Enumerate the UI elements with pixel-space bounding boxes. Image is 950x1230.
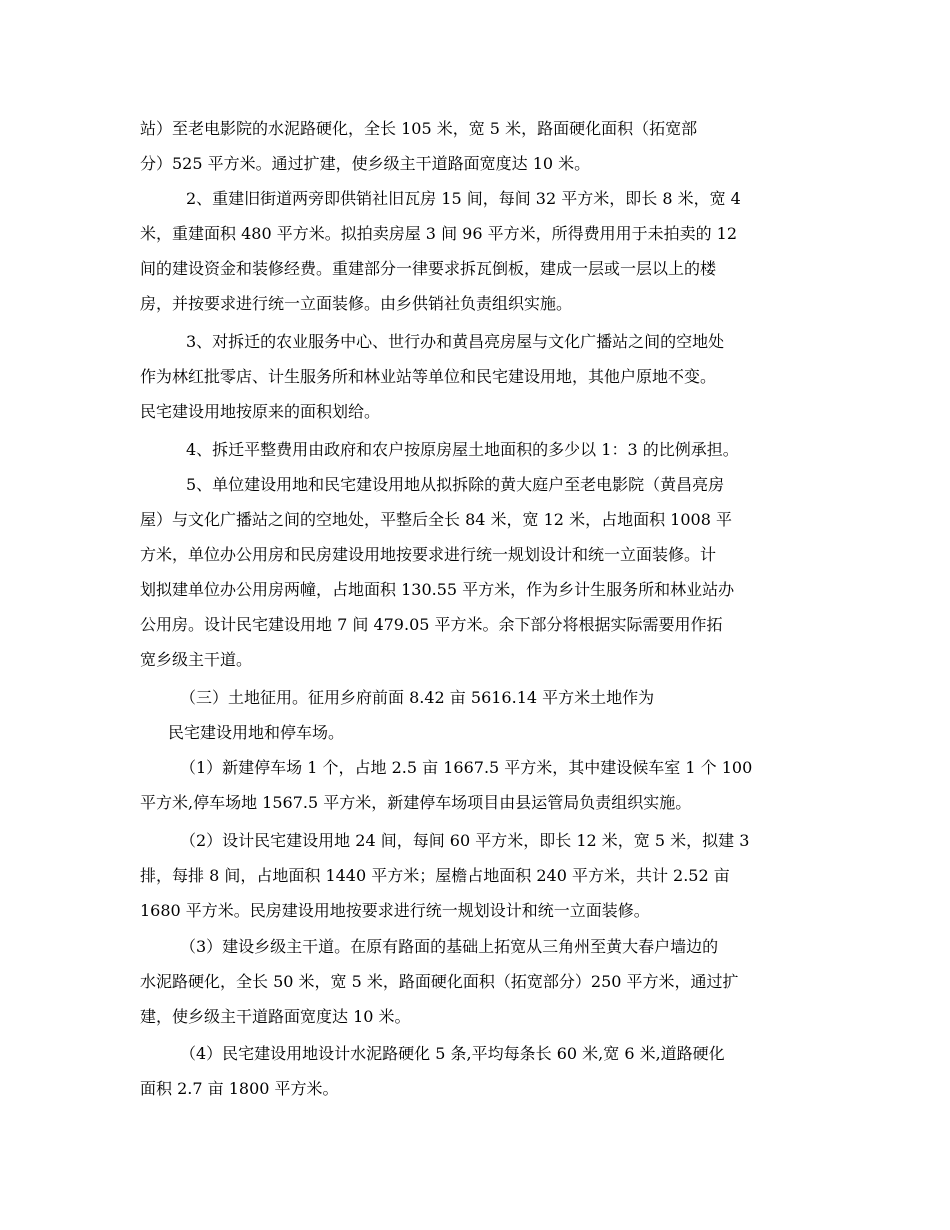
text-line: 面积 2.7 亩 1800 平方米。 [140, 1079, 339, 1098]
text-line: 屋）与文化广播站之间的空地处，平整后全长 84 米，宽 12 米，占地面积 1008 平 [140, 510, 732, 529]
text-line: （2）设计民宅建设用地 24 间，每间 60 平方米，即长 12 米，宽 5 米，拟建 3 [180, 831, 750, 850]
text-line: （1）新建停车场 1 个，占地 2.5 亩 1667.5 平方米，其中建设候车室 1 个 100 [180, 758, 753, 777]
text-line: 宽乡级主干道。 [140, 650, 253, 669]
text-line: 站）至老电影院的水泥路硬化，全长 105 米，宽 5 米，路面硬化面积（拓宽部 [140, 119, 698, 138]
text-line: 公用房。设计民宅建设用地 7 间 479.05 平方米。余下部分将根据实际需要用作拓 [140, 615, 723, 634]
text-line: 水泥路硬化，全长 50 米，宽 5 米，路面硬化面积（拓宽部分）250 平方米，通过扩 [140, 972, 739, 991]
text-line: 民宅建设用地按原来的面积划给。 [140, 402, 381, 421]
text-line: 间的建设资金和装修经费。重建部分一律要求拆瓦倒板，建成一层或一层以上的楼 [140, 259, 717, 278]
text-line: 3、对拆迁的农业服务中心、世行办和黄昌亮房屋与文化广播站之间的空地处 [186, 332, 725, 351]
text-line: 民宅建设用地和停车场。 [168, 723, 345, 742]
text-line: 分）525 平方米。通过扩建，使乡级主干道路面宽度达 10 米。 [140, 154, 591, 173]
text-line: 方米，单位办公用房和民房建设用地按要求进行统一规划设计和统一立面装修。计 [140, 545, 717, 564]
text-line: （4）民宅建设用地设计水泥路硬化 5 条,平均每条长 60 米,宽 6 米,道路硬化 [180, 1044, 725, 1063]
text-line: （三）土地征用。征用乡府前面 8.42 亩 5616.14 平方米土地作为 [180, 688, 655, 707]
text-line: 米，重建面积 480 平方米。拟拍卖房屋 3 间 96 平方米，所得费用用于未拍卖的 12 [140, 224, 738, 243]
text-line: 建，使乡级主干道路面宽度达 10 米。 [140, 1007, 411, 1026]
text-line: （3）建设乡级主干道。在原有路面的基础上拓宽从三角州至黄大春户墙边的 [180, 937, 719, 956]
text-line: 房，并按要求进行统一立面装修。由乡供销社负责组织实施。 [140, 294, 573, 313]
text-line: 划拟建单位办公用房两幢，占地面积 130.55 平方米，作为乡计生服务所和林业站办 [140, 580, 735, 599]
text-line: 1680 平方米。民房建设用地按要求进行统一规划设计和统一立面装修。 [140, 901, 650, 920]
text-line: 4、拆迁平整费用由政府和农户按原房屋土地面积的多少以 1：3 的比例承担。 [186, 440, 739, 459]
text-line: 平方米,停车场地 1567.5 平方米，新建停车场项目由县运管局负责组织实施。 [140, 793, 692, 812]
text-line: 排，每排 8 间，占地面积 1440 平方米；屋檐占地面积 240 平方米，共计 2.52 亩 [140, 866, 730, 885]
text-line: 作为林红批零店、计生服务所和林业站等单位和民宅建设用地，其他户原地不变。 [140, 367, 717, 386]
text-line: 5、单位建设用地和民宅建设用地从拟拆除的黄大庭户至老电影院（黄昌亮房 [186, 475, 725, 494]
text-line: 2、重建旧街道两旁即供销社旧瓦房 15 间，每间 32 平方米，即长 8 米，宽 4 [186, 189, 741, 208]
